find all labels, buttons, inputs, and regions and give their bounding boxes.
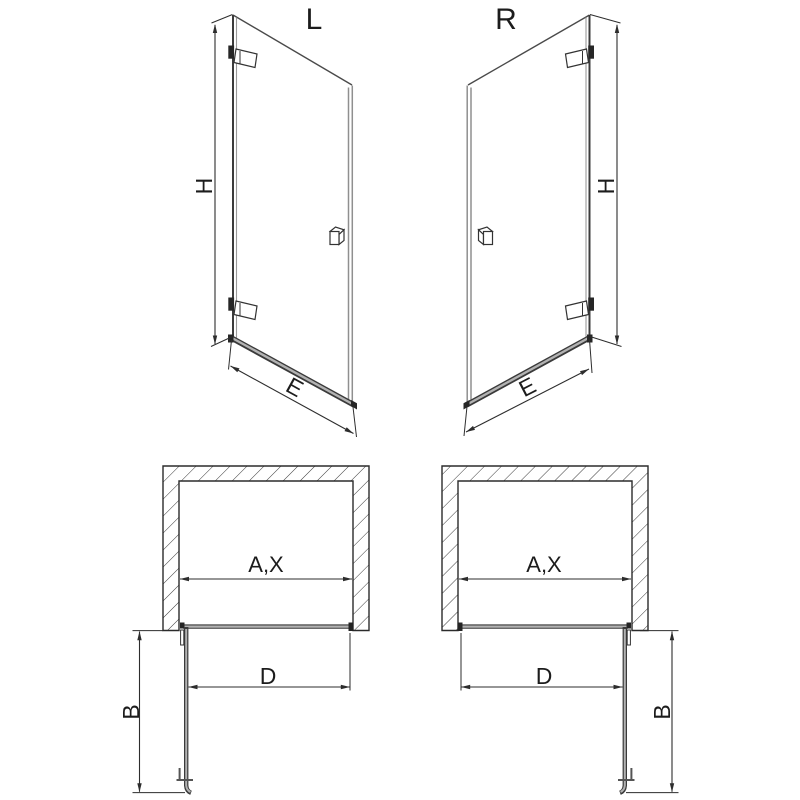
front-view-right: [464, 3, 622, 436]
door-width-label-right: D: [535, 663, 553, 689]
handle-right: [479, 227, 493, 245]
door-glass-left: [233, 15, 352, 403]
wall-right-plan: [442, 466, 648, 631]
depth-label-left: B: [118, 704, 144, 720]
threshold-left: [180, 623, 354, 632]
threshold-right: [458, 623, 632, 632]
door-glass-right: [467, 15, 589, 403]
wall-left-plan: [163, 466, 369, 631]
height-label-right: H: [593, 177, 619, 195]
front-view-left: [191, 3, 357, 437]
model-label-left: L: [305, 3, 323, 36]
plan-view-left: [118, 466, 369, 793]
opening-label-right: A,X: [526, 552, 562, 577]
door-width-label-left: D: [259, 663, 277, 689]
handle-left: [330, 227, 344, 245]
open-door-right: [618, 627, 635, 793]
depth-label-right: B: [649, 704, 675, 720]
entry-label-left: E: [281, 371, 308, 403]
plan-view-right: [442, 466, 679, 793]
rail-end-cap-left: [351, 400, 357, 410]
model-label-right: R: [495, 3, 517, 36]
entry-label-right: E: [514, 371, 541, 402]
height-label-left: H: [191, 177, 217, 195]
opening-label-left: A,X: [248, 552, 284, 577]
dim-opening-left: [180, 577, 352, 581]
pivot-hinge-left-plan: [181, 630, 184, 645]
open-door-left: [177, 627, 194, 793]
dim-opening-right: [459, 577, 631, 581]
pivot-hinge-right-plan: [627, 630, 630, 645]
